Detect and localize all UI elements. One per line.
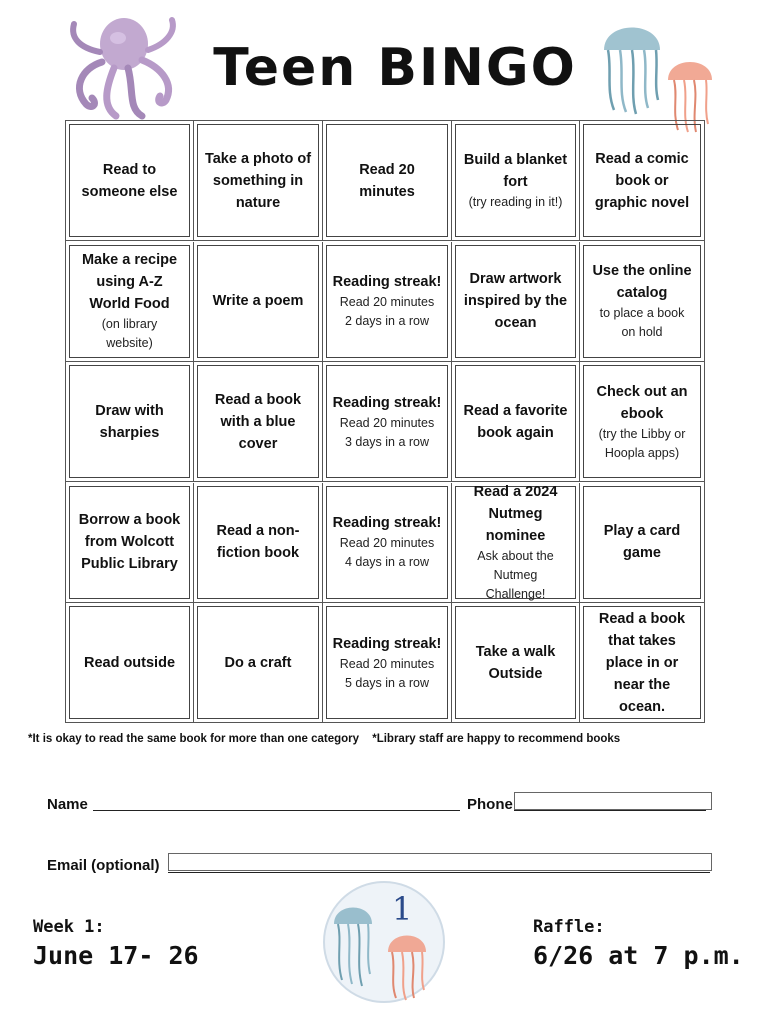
bingo-task: Reading streak! [332, 515, 442, 531]
week-label: Week 1: [33, 917, 105, 937]
raffle-date: 6/26 at 7 p.m. [533, 941, 744, 970]
bingo-task: Draw with sharpies [95, 402, 164, 441]
bingo-task-detail: Ask about the Nutmeg Challenge! [477, 548, 554, 601]
phone-label: Phone [467, 796, 513, 813]
bingo-task: Draw artwork inspired by the ocean [463, 271, 568, 331]
week-dates: June 17- 26 [33, 941, 199, 970]
bingo-task: Read outside [83, 654, 176, 671]
bingo-square[interactable] [452, 603, 580, 722]
bingo-square-box [197, 606, 319, 719]
bingo-task: Make a recipe using A-Z World Food [81, 252, 178, 312]
bingo-row [66, 121, 704, 241]
phone-field[interactable] [514, 792, 712, 810]
bingo-square-box [455, 124, 576, 237]
page-title: Teen BINGO [213, 38, 577, 98]
bingo-task: Play a card game [603, 523, 681, 561]
bingo-square[interactable] [580, 121, 704, 240]
bingo-task-detail: (try the Libby or Hoopla apps) [598, 426, 686, 460]
bingo-square-box [583, 124, 701, 237]
bingo-square-box [455, 365, 576, 478]
bingo-task: Borrow a book from Wolcott Public Library [78, 512, 181, 572]
bingo-task: Take a walk Outside [475, 643, 556, 682]
bingo-square-box [69, 124, 190, 237]
bingo-square[interactable] [323, 242, 452, 361]
bingo-task: Reading streak! [332, 394, 442, 411]
bingo-square[interactable] [452, 362, 580, 481]
jellyfish-badge-icon [322, 880, 446, 1004]
bingo-square-box [455, 245, 576, 358]
bingo-square-box [326, 606, 448, 719]
bingo-square-box [69, 245, 190, 358]
footnotes [28, 733, 748, 745]
bingo-square[interactable] [194, 362, 323, 481]
badge-number: 1 [392, 890, 413, 928]
bingo-task: Read a favorite book again [463, 402, 568, 441]
bingo-square[interactable] [580, 483, 704, 602]
bingo-task: Use the online catalog [592, 263, 692, 301]
bingo-task: Check out an ebook [596, 383, 688, 422]
bingo-square[interactable] [452, 242, 580, 361]
bingo-square-box [197, 365, 319, 478]
bingo-square[interactable] [66, 121, 194, 240]
bingo-square-box [69, 486, 190, 599]
bingo-task: Read a non- fiction book [216, 523, 300, 561]
jellyfish-icon [596, 10, 668, 115]
bingo-task-detail: (try reading in it!) [468, 195, 563, 209]
footnote: *Library staff are happy to recommend books [372, 733, 621, 745]
bingo-task: Read a book with a blue cover [214, 391, 302, 452]
footnote: *It is okay to read the same book for more than one category [28, 733, 360, 745]
bingo-row [66, 483, 704, 603]
bingo-square[interactable] [580, 242, 704, 361]
bingo-square-box [69, 365, 190, 478]
bingo-square[interactable] [194, 483, 323, 602]
bingo-square-box [326, 245, 448, 358]
name-label: Name [47, 796, 88, 813]
email-field[interactable] [168, 853, 712, 871]
bingo-task-detail: Read 20 minutes 3 days in a row [339, 415, 435, 449]
bingo-task: Reading streak! [332, 274, 442, 290]
bingo-task: Write a poem [212, 293, 304, 309]
raffle-label: Raffle: [533, 917, 605, 937]
bingo-square-box [583, 245, 701, 358]
bingo-square-box [455, 483, 576, 601]
octopus-icon [62, 8, 184, 123]
bingo-task: Read a 2024 Nutmeg nominee [473, 483, 558, 544]
bingo-square[interactable] [452, 121, 580, 240]
bingo-grid [65, 120, 705, 723]
bingo-square[interactable] [323, 483, 452, 602]
bingo-row [66, 242, 704, 362]
bingo-task: Read 20 minutes [359, 161, 415, 200]
bingo-square-box [197, 245, 319, 358]
email-label: Email (optional) [47, 857, 160, 874]
bingo-task-detail: Read 20 minutes 4 days in a row [339, 536, 435, 569]
bingo-square[interactable] [580, 362, 704, 481]
bingo-row [66, 362, 704, 482]
bingo-task-detail: Read 20 minutes 2 days in a row [339, 295, 435, 328]
bingo-square-box [197, 486, 319, 599]
bingo-task: Read to someone else [81, 161, 178, 200]
bingo-square[interactable] [194, 603, 323, 722]
bingo-square[interactable] [66, 603, 194, 722]
bingo-square[interactable] [323, 121, 452, 240]
bingo-task-detail: (on library website) [101, 317, 158, 350]
bingo-square-box [326, 124, 448, 237]
bingo-square-box [326, 365, 448, 478]
bingo-square[interactable] [452, 483, 580, 602]
bingo-task: Reading streak! [332, 635, 442, 652]
bingo-square-box [197, 124, 319, 237]
bingo-row [66, 603, 704, 723]
bingo-square-box [69, 606, 190, 719]
bingo-task-detail: Read 20 minutes 5 days in a row [339, 656, 435, 690]
bingo-square[interactable] [66, 242, 194, 361]
bingo-square[interactable] [323, 362, 452, 481]
bingo-square[interactable] [580, 603, 704, 722]
bingo-square-box [583, 606, 701, 719]
bingo-task: Read a book that takes place in or near the ocean. [598, 610, 686, 715]
bingo-square[interactable] [194, 242, 323, 361]
bingo-task: Read a comic book or graphic novel [594, 150, 690, 211]
bingo-square-box [326, 486, 448, 599]
phone-underline [514, 810, 706, 811]
email-underline [168, 872, 710, 873]
bingo-square[interactable] [66, 362, 194, 481]
bingo-square[interactable] [323, 603, 452, 722]
bingo-square-box [583, 365, 701, 478]
bingo-square-box [583, 486, 701, 599]
bingo-task-detail: to place a book on hold [599, 306, 685, 339]
bingo-square-box [455, 606, 576, 719]
bingo-square[interactable] [194, 121, 323, 240]
name-field[interactable] [93, 810, 460, 811]
bingo-square[interactable] [66, 483, 194, 602]
bingo-task: Build a blanket fort [463, 152, 568, 190]
bingo-task: Take a photo of something in nature [204, 150, 312, 211]
bingo-task: Do a craft [224, 654, 292, 671]
